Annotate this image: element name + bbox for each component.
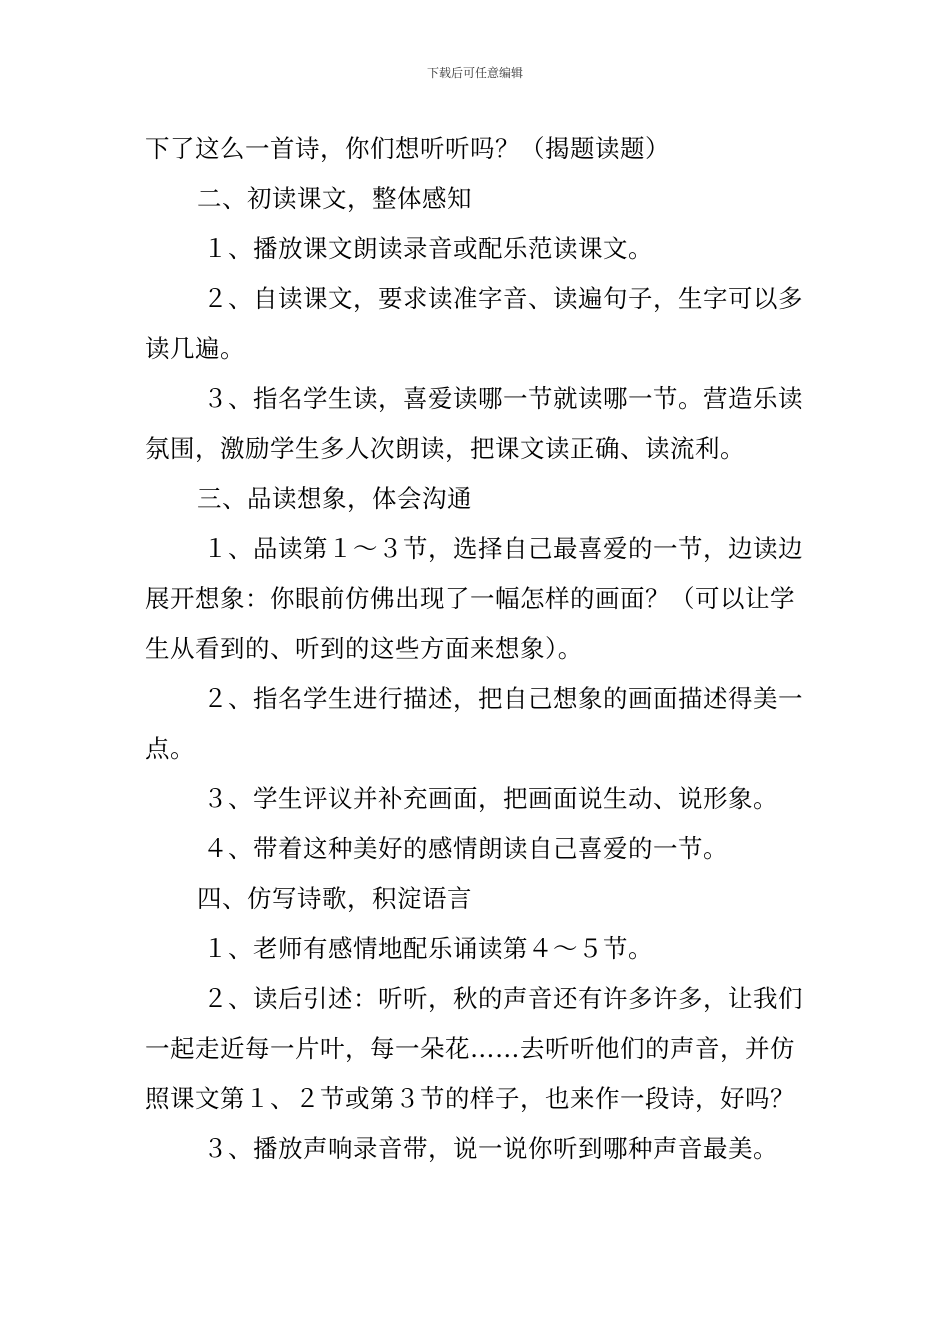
list-item: ２、指名学生进行描述，把自己想象的画面描述得美一点。 xyxy=(145,684,803,763)
list-item: ３、播放声响录音带，说一说你听到哪种声音最美。 xyxy=(203,1134,778,1163)
list-item: ３、指名学生读，喜爱读哪一节就读哪一节。营造乐读氛围，激励学生多人次朗读，把课文读正确、读流利。 xyxy=(145,384,803,463)
document-body xyxy=(145,124,810,1174)
section-heading: 四、仿写诗歌，积淀语言 xyxy=(197,884,472,913)
list-item: １、播放课文朗读录音或配乐范读课文。 xyxy=(203,234,653,263)
list-item: １、品读第１～３节，选择自己最喜爱的一节，边读边展开想象：你眼前仿佛出现了一幅怎样的画面？（可以让学生从看到的、听到的这些方面来想象）。 xyxy=(145,534,803,663)
list-item: ３、学生评议并补充画面，把画面说生动、说形象。 xyxy=(203,784,778,813)
paragraph: 下了这么一首诗，你们想听听吗？（揭题读题） xyxy=(145,134,670,163)
page-header: 下载后可任意编辑 xyxy=(426,66,523,80)
list-item: １、老师有感情地配乐诵读第４～５节。 xyxy=(203,934,653,963)
list-item: ４、带着这种美好的感情朗读自己喜爱的一节。 xyxy=(203,834,728,863)
section-heading: 二、初读课文，整体感知 xyxy=(197,184,472,213)
list-item: ２、自读课文，要求读准字音、读遍句子，生字可以多读几遍。 xyxy=(145,284,803,363)
section-heading: 三、品读想象，体会沟通 xyxy=(197,484,472,513)
list-item: ２、读后引述：听听，秋的声音还有许多许多，让我们一起走近每一片叶，每一朵花……去听听他们的声音，并仿照课文第１、２节或第３节的样子，也来作一段诗，好吗？ xyxy=(145,984,803,1113)
